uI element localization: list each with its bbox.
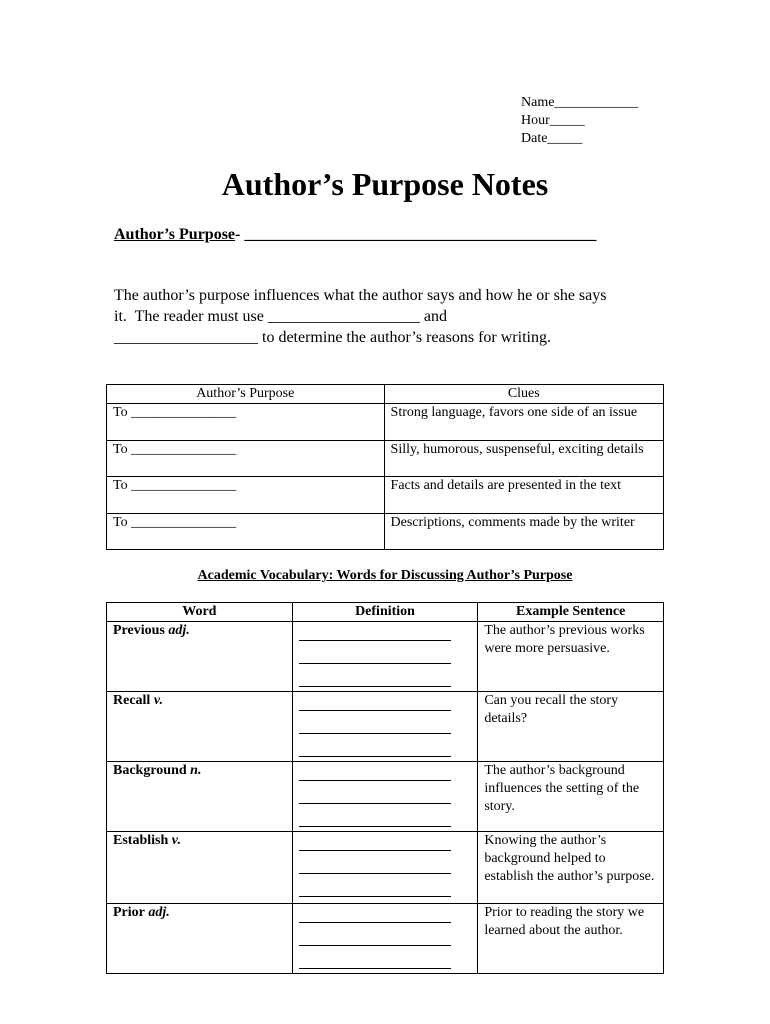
column-header: Author’s Purpose (107, 385, 385, 404)
vocab-word: Previous (113, 623, 165, 638)
part-of-speech: adj. (168, 623, 190, 638)
example-cell: The author’s previous works were more persuasive. (478, 622, 664, 692)
purpose-blank[interactable]: To _______________ (107, 404, 385, 441)
definition-blank[interactable] (292, 692, 478, 762)
table-row (107, 622, 664, 692)
column-header: Word (107, 603, 293, 622)
definition-blank[interactable] (292, 904, 478, 974)
column-header: Definition (292, 603, 478, 622)
part-of-speech: v. (153, 693, 164, 708)
clue-cell: Facts and details are presented in the text (384, 477, 663, 514)
part-of-speech: v. (171, 833, 181, 848)
table-header-row (107, 385, 664, 404)
word-cell (107, 832, 293, 904)
name-field[interactable]: Name____________ (521, 95, 639, 110)
word-cell (107, 762, 293, 832)
definition-blank[interactable] (292, 622, 478, 692)
authors-purpose-blank[interactable]: - ____________________________________________ (235, 226, 597, 243)
table-row (107, 762, 664, 832)
example-cell: Can you recall the story details? (478, 692, 664, 762)
purpose-clues-table (106, 384, 664, 550)
clue-cell: Strong language, favors one side of an issue (384, 404, 663, 441)
word-cell (107, 904, 293, 974)
word-cell (107, 692, 293, 762)
table-row (107, 514, 664, 550)
table-row (107, 692, 664, 762)
intro-paragraph (114, 285, 674, 348)
purpose-blank[interactable]: To _______________ (107, 441, 385, 477)
authors-purpose-label: Author’s Purpose (114, 226, 236, 243)
definition-blank[interactable] (292, 762, 478, 832)
vocab-word: Establish (113, 833, 169, 848)
paragraph-line: it. The reader must use ___________________ and (114, 308, 447, 325)
table-row (107, 477, 664, 514)
clue-cell: Descriptions, comments made by the writer (384, 514, 663, 550)
table-header-row (107, 603, 664, 622)
table-row (107, 904, 664, 974)
example-cell: Prior to reading the story we learned about the author. (478, 904, 664, 974)
purpose-blank[interactable]: To _______________ (107, 477, 385, 514)
paragraph-line: __________________ to determine the author’s reasons for writing. (114, 329, 551, 346)
word-cell (107, 622, 293, 692)
date-field[interactable]: Date_____ (521, 131, 583, 146)
vocab-word: Recall (113, 693, 151, 708)
page-title: Author’s Purpose Notes (221, 166, 549, 202)
authors-purpose-definition (114, 226, 596, 244)
table-row (107, 441, 664, 477)
vocab-word: Background (113, 763, 187, 778)
vocabulary-table (106, 602, 664, 974)
hour-field[interactable]: Hour_____ (521, 113, 585, 128)
clue-cell: Silly, humorous, suspenseful, exciting details (384, 441, 663, 477)
definition-blank[interactable] (292, 832, 478, 904)
example-cell: The author’s background influences the setting of the story. (478, 762, 664, 832)
paragraph-line: The author’s purpose influences what the author says and how he or she says (114, 287, 607, 304)
purpose-blank[interactable]: To _______________ (107, 514, 385, 550)
column-header: Example Sentence (478, 603, 664, 622)
table-row (107, 404, 664, 441)
vocab-word: Prior (113, 905, 145, 920)
part-of-speech: n. (190, 763, 202, 778)
example-cell: Knowing the author’s background helped to establish the author’s purpose. (478, 832, 664, 904)
part-of-speech: adj. (148, 905, 170, 920)
table-row (107, 832, 664, 904)
vocab-heading: Academic Vocabulary: Words for Discussing Author’s Purpose (197, 568, 573, 583)
column-header: Clues (384, 385, 663, 404)
